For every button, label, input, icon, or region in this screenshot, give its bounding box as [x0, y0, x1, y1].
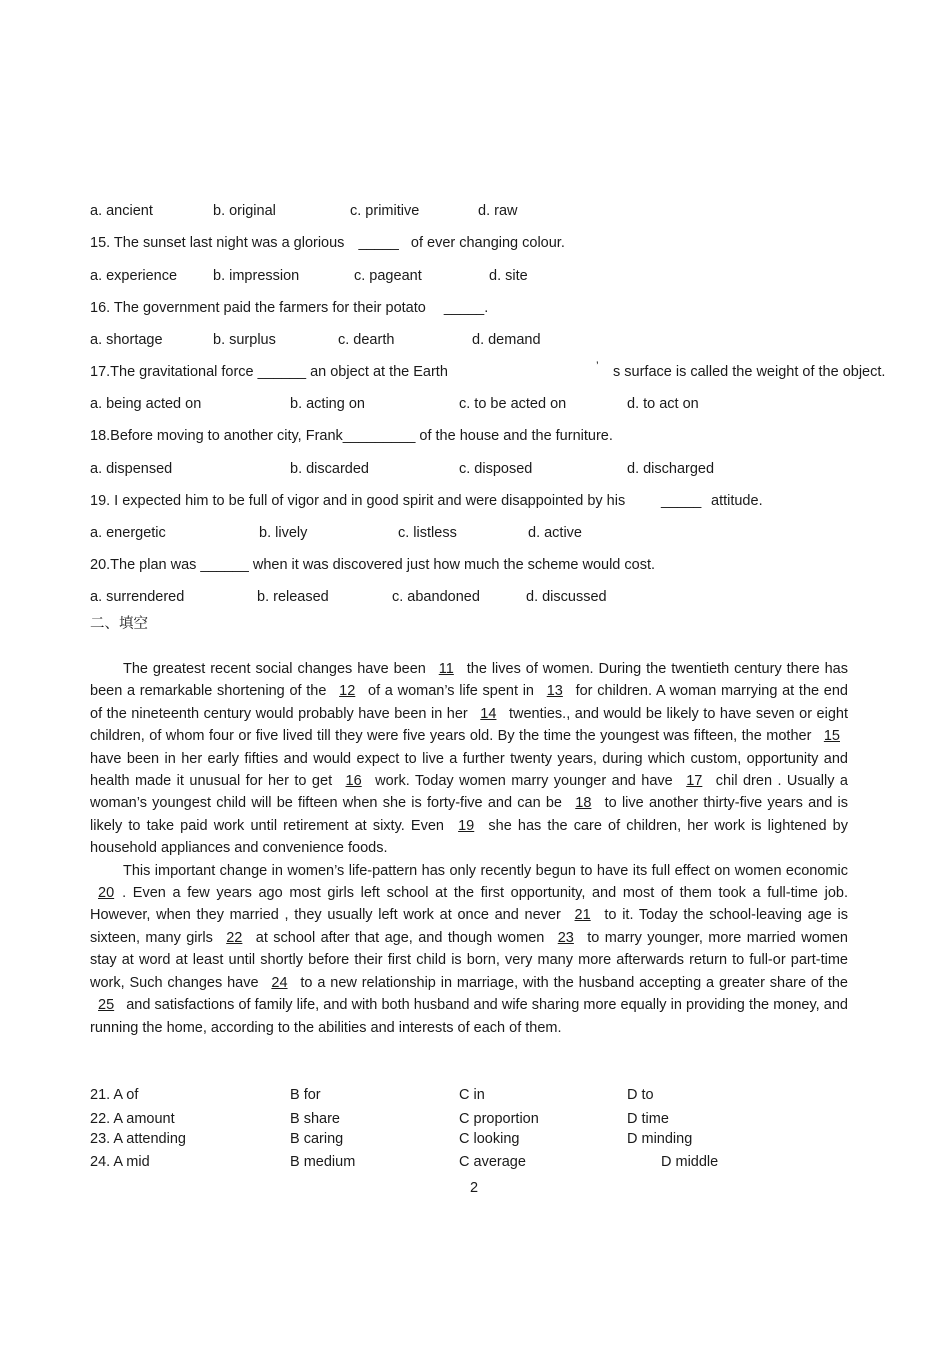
- q20-option-d: d. discussed: [526, 589, 607, 605]
- q20-option-a: a. surrendered: [90, 589, 185, 605]
- blank-15: 15: [823, 728, 840, 745]
- q17-option-d: d. to act on: [627, 396, 699, 412]
- cloze-passage: [90, 658, 848, 1039]
- q15-stem: [90, 234, 565, 252]
- q19-stem-after: attitude.: [711, 493, 763, 509]
- q23-option-c: C looking: [459, 1131, 520, 1147]
- q23-option-d: D minding: [627, 1131, 693, 1147]
- q14-option-b: b. original: [213, 203, 276, 219]
- q19-option-a: a. energetic: [90, 525, 166, 541]
- blank-21: 21: [574, 907, 591, 924]
- blank-19: 19: [458, 817, 475, 834]
- q16-option-b: b. surplus: [213, 332, 276, 348]
- q19-blank: _____: [661, 493, 702, 509]
- blank-23: 23: [557, 929, 574, 946]
- blank-17: 17: [686, 773, 703, 790]
- q17-stem-after: s surface is called the weight of the object.: [613, 364, 886, 380]
- q16-option-d: d. demand: [472, 332, 541, 348]
- passage-paragraph-2: This important change in women’s life-pattern has only recently begun to have its full effect on women economic 20 . Even a few years ago most girls left school at the first opportunity, and most of them took a full-time job. However, when they married , they usually left work at once and never 21 to it. Today the school-leaving age is sixteen, many girls 22 at school after that age, and though women 23 to marry younger, more married women stay at word at least until shortly before their first child is born, very many more afterwards return to full-or part-time work, Such changes have 24 to a new relationship in marriage, with the husband accepting a greater share of the 25 and satisfactions of family life, and with both husband and wife sharing more equally in providing the money, and running the home, according to the abilities and interests of each of them.: [90, 862, 849, 1036]
- q15-option-c: c. pageant: [354, 268, 422, 284]
- q20-stem: 20.The plan was ______ when it was discovered just how much the scheme would cost.: [90, 557, 656, 573]
- q24-option-d: D middle: [661, 1154, 719, 1170]
- q15-blank: _____: [358, 235, 399, 251]
- q14-option-a: a. ancient: [90, 203, 153, 219]
- q19-option-c: c. listless: [398, 525, 457, 541]
- q19-option-d: d. active: [528, 525, 582, 541]
- blank-14: 14: [480, 705, 497, 722]
- q20-option-b: b. released: [257, 589, 329, 605]
- blank-20: 20: [98, 885, 115, 902]
- q22-option-c: C proportion: [459, 1111, 539, 1127]
- q24-option-c: C average: [459, 1154, 526, 1170]
- blank-24: 24: [271, 974, 288, 991]
- q21-option-a: 21. A of: [90, 1087, 139, 1103]
- q24-option-a: 24. A mid: [90, 1154, 150, 1170]
- q17-stem-before: 17.The gravitational force ______ an object at the Earth: [90, 364, 448, 380]
- q17-option-b: b. acting on: [290, 396, 365, 412]
- q18-option-d: d. discharged: [627, 461, 715, 477]
- blank-18: 18: [575, 795, 592, 812]
- blank-25: 25: [98, 997, 115, 1014]
- q17-option-c: c. to be acted on: [459, 396, 567, 412]
- blank-12: 12: [339, 683, 356, 700]
- q15-option-a: a. experience: [90, 268, 178, 284]
- q22-option-b: B share: [290, 1111, 340, 1127]
- q16-blank: _____.: [443, 300, 489, 316]
- q18-option-b: b. discarded: [290, 461, 369, 477]
- q17-apostrophe: ’: [596, 359, 599, 373]
- q16-option-a: a. shortage: [90, 332, 163, 348]
- q15-stem-after: of ever changing colour.: [410, 235, 565, 251]
- q15-option-b: b. impression: [213, 268, 300, 284]
- q18-option-c: c. disposed: [459, 461, 533, 477]
- q18-stem: 18.Before moving to another city, Frank_________ of the house and the furniture.: [90, 428, 613, 444]
- blank-22: 22: [226, 929, 243, 946]
- q14-option-d: d. raw: [478, 203, 518, 219]
- q14-option-c: c. primitive: [350, 203, 420, 219]
- q16-option-c: c. dearth: [338, 332, 395, 348]
- q23-option-b: B caring: [290, 1131, 344, 1147]
- q15-stem-before: 15. The sunset last night was a glorious: [90, 235, 345, 251]
- q17-option-a: a. being acted on: [90, 396, 202, 412]
- q21-option-d: D to: [627, 1087, 654, 1103]
- q18-option-a: a. dispensed: [90, 461, 173, 477]
- q20-option-c: c. abandoned: [392, 589, 480, 605]
- q19-stem-before: 19. I expected him to be full of vigor and in good spirit and were disappointed by his: [90, 493, 626, 509]
- q24-option-b: B medium: [290, 1154, 356, 1170]
- blank-11: 11: [438, 661, 454, 677]
- q21-option-b: B for: [290, 1087, 321, 1103]
- q23-option-a: 23. A attending: [90, 1131, 186, 1147]
- q22-option-a: 22. A amount: [90, 1111, 175, 1127]
- q15-option-d: d. site: [489, 268, 528, 284]
- section-heading: 二、填空: [90, 616, 148, 632]
- blank-16: 16: [345, 773, 362, 790]
- q19-option-b: b. lively: [259, 525, 308, 541]
- q21-option-c: C in: [459, 1087, 485, 1103]
- page-number: 2: [470, 1180, 479, 1196]
- q16-stem-before: 16. The government paid the farmers for their potato: [90, 300, 426, 316]
- q16-stem: [90, 299, 488, 317]
- q22-option-d: D time: [627, 1111, 669, 1127]
- blank-13: 13: [546, 683, 563, 700]
- passage-paragraph-1: The greatest recent social changes have been 11 the lives of women. During the twentieth century there has been a remarkable shortening of the 12 of a woman’s life spent in 13 for children. A woman marrying at the end of the nineteenth century would probably have been in her 14 twenties., and would be likely to have seven or eight children, of whom four or five lived till they were five years old. By the time the youngest was fifteen, the mother 15 have been in her early fifties and would expect to live a further twenty years, during which custom, opportunity and health made it unusual for her to get 16 work. Today women marry younger and have 17 chil dren . Usually a woman’s youngest child will be fifteen when she is forty-five and can be 18 to live another thirty-five years and is likely to take paid work until retirement at sixty. Even 19 she has the care of children, her work is lightened by household appliances and convenience foods.: [90, 661, 848, 857]
